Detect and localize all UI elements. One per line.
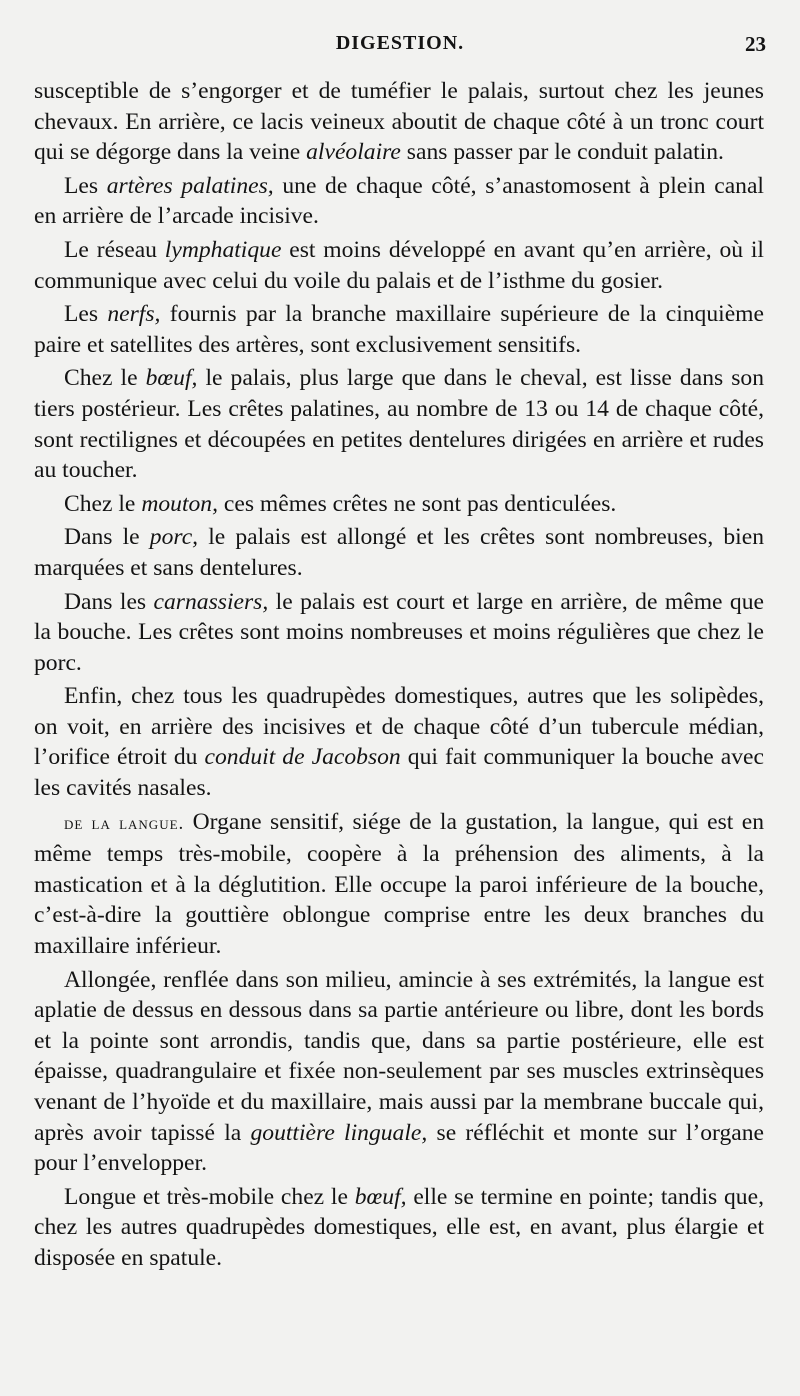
text-run: le palais, plus large que dans le cheval, est lisse dans son tiers postérieur. Les crêtes palatines, au nombre de 13 ou 14 de chaque côté, sont rectilignes et découpées en petites dentelures dirigées en arrière et rudes au toucher.	[34, 365, 764, 484]
text-run: le palais est court et large en arrière, de même que la bouche. Les crêtes sont moins nombreuses et moins régulières que chez le porc.	[34, 588, 764, 676]
text-run: Les	[64, 301, 108, 328]
text-run: elle se termine en pointe; tandis que, chez les autres quadrupèdes domestiques, elle est, en avant, plus élargie et disposée en spatule.	[34, 1183, 764, 1271]
paragraph	[34, 299, 764, 360]
italic-run: porc,	[149, 524, 199, 551]
text-run: ces mêmes crêtes ne sont pas denticulées.	[218, 490, 617, 517]
text-run: qui fait communiquer la bouche avec les cavités nasales.	[34, 744, 764, 802]
paragraph	[34, 807, 764, 962]
text-run: Le réseau	[64, 236, 165, 263]
paragraph	[34, 235, 764, 296]
text-run: susceptible de s’engorger et de tuméfier le palais, surtout chez les jeunes chevaux. En arrière, ce lacis veineux aboutit de chaque côté à un tronc court qui se dégorge dans la veine	[34, 78, 764, 166]
text-run: Les	[64, 172, 107, 199]
italic-run: nerfs,	[107, 301, 161, 328]
paragraph	[34, 171, 764, 232]
paragraph	[34, 489, 764, 520]
paragraph	[34, 76, 764, 168]
page-number: 23	[745, 32, 766, 56]
italic-run: conduit de Jacobson	[204, 744, 401, 771]
running-title: DIGESTION.	[335, 32, 465, 54]
text-run: Chez le	[64, 365, 146, 392]
paragraph	[34, 965, 764, 1179]
text-run: Longue et très-mobile chez le	[64, 1183, 355, 1210]
text-run: Dans le	[64, 524, 150, 551]
paragraph	[34, 587, 764, 679]
text-run: Dans les	[64, 588, 154, 615]
text-run: Organe sensitif, siége de la gustation, la langue, qui est en même temps très-mobile, coopère à la préhension des aliments, à la mastication et à la déglutition. Elle occupe la paroi inférieure de la bouche, c’est-à-dire la gouttière oblongue comprise entre les deux branches du maxillaire inférieur.	[34, 808, 764, 960]
text-run: est moins développé en avant qu’en arrière, où il communique avec celui du voile du palais et de l’isthme du gosier.	[34, 236, 764, 294]
italic-run: bœuf,	[145, 365, 198, 392]
text-run: une de chaque côté, s’anastomosent à plein canal en arrière de l’arcade incisive.	[34, 172, 764, 230]
italic-run: gouttière linguale,	[250, 1119, 428, 1146]
paragraph	[34, 681, 764, 803]
paragraph	[34, 522, 764, 583]
italic-run: carnassiers,	[153, 588, 269, 615]
paragraph	[34, 1182, 764, 1274]
italic-run: alvéolaire	[306, 139, 401, 166]
text-run: Chez le	[64, 490, 142, 517]
italic-run: bœuf,	[354, 1183, 407, 1210]
text-run: se réfléchit et monte sur l’organe pour l’envelopper.	[34, 1119, 764, 1177]
text-run: fournis par la branche maxillaire supérieure de la cinquième paire et satellites des artères, sont exclusivement sensitifs.	[34, 301, 764, 358]
body-text	[34, 76, 764, 1277]
text-run: le palais est allongé et les crêtes sont nombreuses, bien marquées et sans dentelures.	[34, 524, 764, 581]
section-heading: de la langue.	[64, 812, 185, 834]
page-header	[0, 32, 800, 62]
text-run: Allongée, renflée dans son milieu, amincie à ses extrémités, la langue est aplatie de dessus en dessous dans sa partie antérieure ou libre, dont les bords et la pointe sont arrondis, tandis que, dans sa partie postérieure, elle est épaisse, quadrangulaire et fixée non-seulement par ses muscles extrinsèques venant de l’hyoïde et du maxillaire, mais aussi par la membrane buccale qui, après avoir tapissé la	[34, 966, 764, 1146]
text-run: sans passer par le conduit palatin.	[400, 139, 724, 166]
paragraph	[34, 363, 764, 485]
text-run: Enfin, chez tous les quadrupèdes domestiques, autres que les solipèdes, on voit, en arrière des incisives et de chaque côté d’un tubercule médian, l’orifice étroit du	[34, 683, 764, 771]
italic-run: lymphatique	[164, 236, 282, 263]
italic-run: artères palatines,	[106, 172, 274, 199]
italic-run: mouton,	[141, 490, 218, 517]
